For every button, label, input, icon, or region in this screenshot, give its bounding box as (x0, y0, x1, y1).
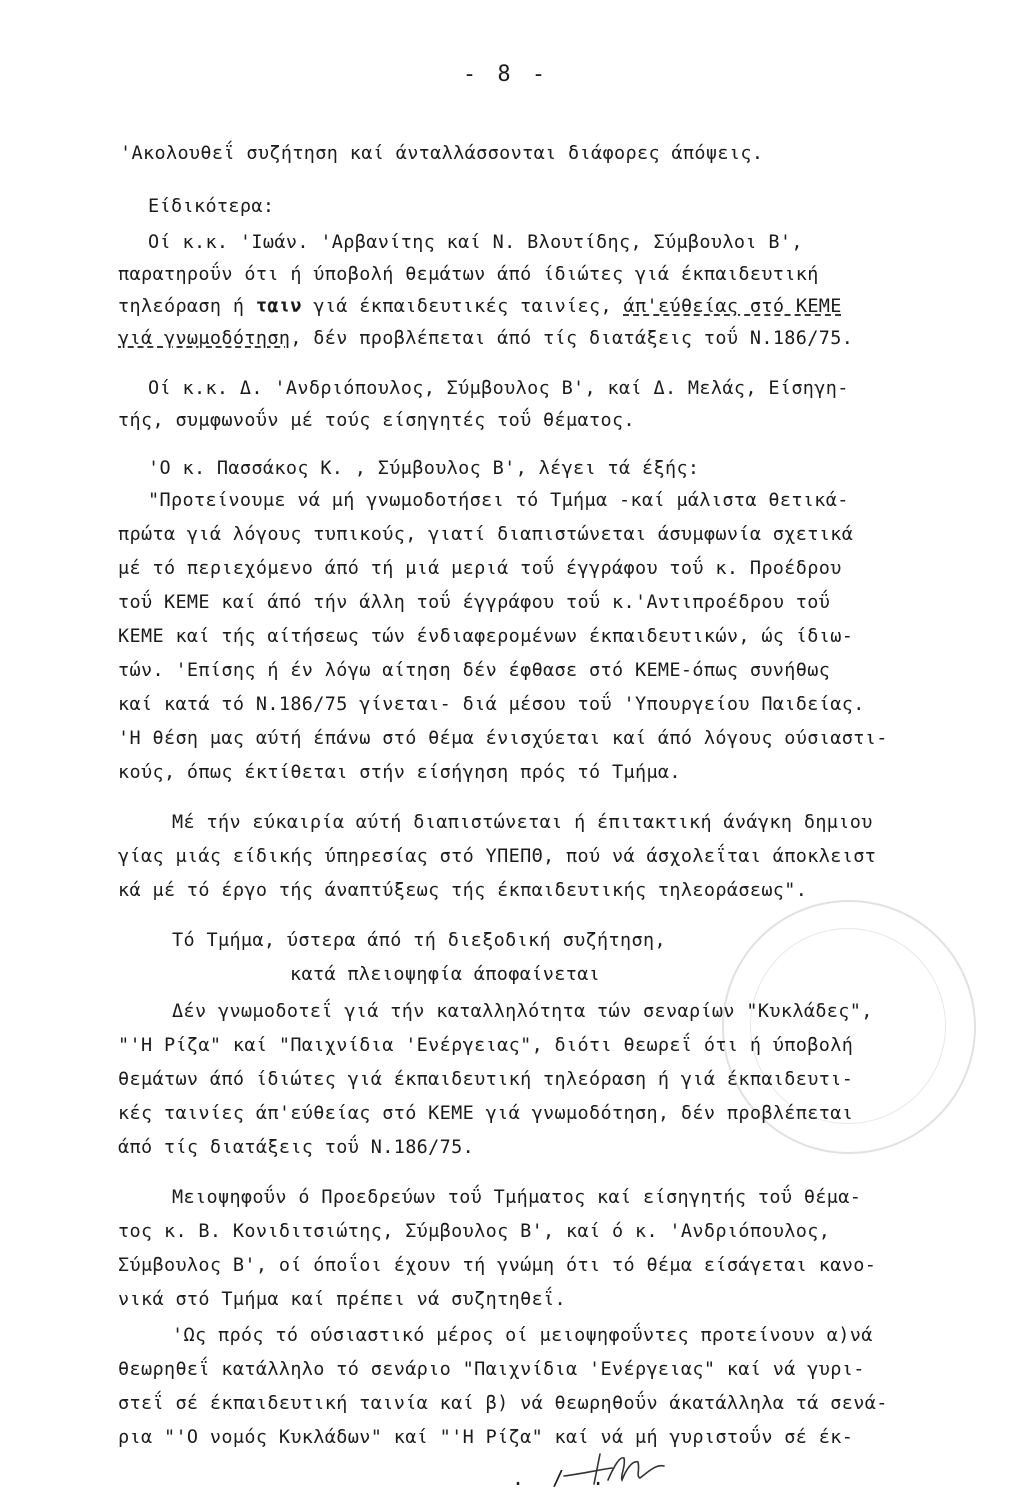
text-line-12: μέ τό περιεχόμενο άπό τή μιά μεριά τοΰ έγγράφου τοΰ κ. Προέδρου (118, 558, 842, 579)
handwritten-initials-signature (560, 1446, 670, 1490)
text-line-30: τος κ. Β. Κονιδιτσιώτης, Σύμβουλος Β', καί ό κ. 'Ανδριόπουλος, (118, 1221, 831, 1242)
text-line-2: Είδικότερα: (148, 196, 275, 217)
text-line-7: Οί κ.κ. Δ. 'Ανδριόπουλος, Σύμβουλος Β', καί Δ. Μελάς, Είσηγη- (148, 378, 849, 399)
underlined-phrase-keme: άπ'εύθείας στό ΚΕΜΕ (623, 296, 842, 317)
text-line-25: "'Η Ρίζα" καί "Παιχνίδια 'Ενέργειας", διότι θεωρεΐ ότι ή ύποβολή (118, 1035, 854, 1056)
continuation-mark: . / . (512, 1466, 613, 1490)
text-line-19: Μέ τήν εύκαιρία αύτή διαπιστώνεται ή έπιτακτική άνάγκη δημιου (172, 812, 873, 833)
text-line-27: κές ταινίες άπ'εύθείας στό ΚΕΜΕ γιά γνωμοδότηση, δέν προβλέπεται (118, 1103, 854, 1124)
text-line-31: Σύμβουλος Β', οί όποΐοι έχουν τή γνώμη ότι τό θέμα είσάγεται κανο- (118, 1255, 877, 1276)
text-line-6b: , δέν προβλέπεται άπό τίς διατάξεις τοΰ Ν.186/75. (290, 328, 854, 349)
text-line-28: άπό τίς διατάξεις τοΰ Ν.186/75. (118, 1137, 475, 1158)
text-line-26: θεμάτων άπό ίδιώτες γιά έκπαιδευτική τηλεόραση ή γιά έκπαιδευτι- (118, 1069, 854, 1090)
text-line-5a: τηλεόραση ή (118, 296, 245, 317)
text-line-24: Δέν γνωμοδοτεΐ γιά τήν καταλληλότητα τών σεναρίων "Κυκλάδες", (172, 1001, 873, 1022)
text-line-29: Μειοψηφοΰν ό Προεδρεύων τοΰ Τμήματος καί είσηγητής τοΰ θέμα- (172, 1187, 862, 1208)
text-line-6 (118, 327, 853, 351)
text-line-16: καί κατά τό Ν.186/75 γίνεται- διά μέσου τοΰ 'Υπουργείου Παιδείας. (118, 694, 865, 715)
text-line-35: στεΐ σέ έκπαιδευτική ταινία καί β) νά θεωρηθοΰν άκατάλληλα τά σενά- (118, 1393, 888, 1414)
text-line-20: γίας μιάς είδικής ύπηρεσίας στό ΥΠΕΠΘ, πού νά άσχολεΐται άποκλειστ (118, 846, 877, 867)
struck-out-word: ταιν (255, 296, 302, 317)
text-line-3: Οί κ.κ. 'Ιωάν. 'Αρβανίτης καί Ν. Βλουτίδης, Σύμβουλοι Β', (148, 232, 803, 253)
text-line-17: 'Η θέση μας αύτή έπάνω στό θέμα ένισχύεται καί άπό λόγους ούσιαστι- (118, 728, 888, 749)
text-line-8: τής, συμφωνοΰν μέ τούς είσηγητές τοΰ θέματος. (118, 410, 635, 431)
text-line-5b: γιά έκπαιδευτικές ταινίες, (313, 296, 613, 317)
text-line-14: ΚΕΜΕ καί τής αίτήσεως τών ένδιαφερομένων έκπαιδευτικών, ώς ίδιω- (118, 626, 854, 647)
text-line-9: 'Ο κ. Πασσάκος Κ. , Σύμβουλος Β', λέγει τά έξής: (148, 458, 700, 479)
text-line-34: θεωρηθεΐ κατάλληλο τό σενάριο "Παιχνίδια 'Ενέργειας" καί νά γυρι- (118, 1359, 865, 1380)
text-line-13: τοΰ ΚΕΜΕ καί άπό τήν άλλη τοΰ έγγράφου τοΰ κ.'Αντιπροέδρου τοΰ (118, 592, 831, 613)
text-line-4: παρατηροΰν ότι ή ύποβολή θεμάτων άπό ίδιώτες γιά έκπαιδευτική (118, 264, 819, 285)
text-line-36: ρια "'Ο νομός Κυκλάδων" καί "'Η Ρίζα" καί νά μή γυριστοΰν σέ έκ- (118, 1427, 854, 1448)
text-line-33: 'Ως πρός τό ούσιαστικό μέρος οί μειοψηφοΰντες προτείνουν α)νά (172, 1325, 873, 1346)
text-line-15: τών. 'Επίσης ή έν λόγω αίτηση δέν έφθασε στό ΚΕΜΕ-όπως συνήθως (118, 660, 831, 681)
text-line-5 (118, 295, 842, 319)
underlined-phrase-opinion: γιά γνωμοδότηση (118, 328, 291, 349)
text-line-10: "Προτείνουμε νά μή γνωμοδοτήσει τό Τμήμα -καί μάλιστα θετικά- (148, 490, 849, 511)
text-line-23: κατά πλειοψηφία άποφαίνεται (290, 964, 601, 985)
page-number: - 8 - (462, 62, 550, 87)
text-line-11: πρώτα γιά λόγους τυπικούς, γιατί διαπιστώνεται άσυμφωνία σχετικά (118, 524, 854, 545)
text-line-18: κούς, όπως έκτίθεται στήν είσήγηση πρός τό Τμήμα. (118, 762, 681, 783)
text-line-1: 'Ακολουθεΐ συζήτηση καί άνταλλάσσονται διάφορες άπόψεις. (120, 143, 764, 164)
text-line-22: Τό Τμήμα, ύστερα άπό τή διεξοδική συζήτηση, (172, 930, 666, 951)
text-line-21: κά μέ τό έργο τής άναπτύξεως τής έκπαιδευτικής τηλεοράσεως". (118, 880, 808, 901)
text-line-32: νικά στό Τμήμα καί πρέπει νά συζητηθεΐ. (118, 1289, 567, 1310)
